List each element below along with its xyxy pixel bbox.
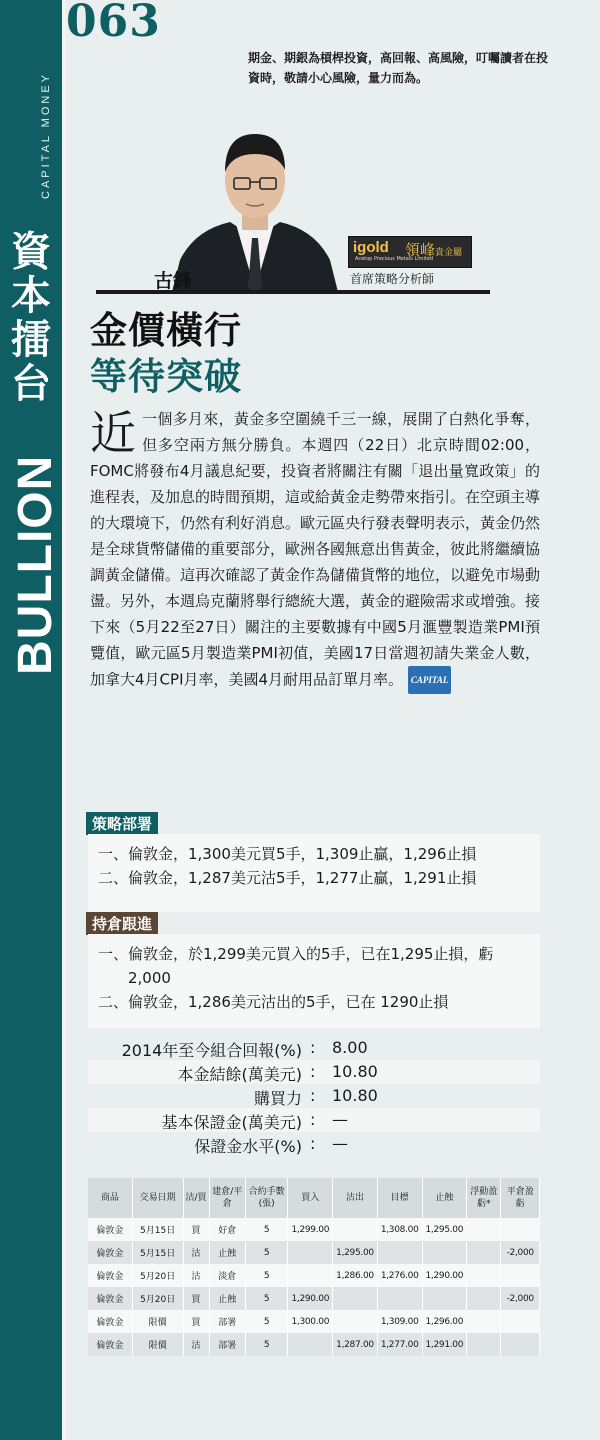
table-cell: 止蝕: [209, 1287, 245, 1310]
table-cell: 5月20日: [132, 1264, 183, 1287]
table-cell: 限價: [132, 1310, 183, 1333]
summary-value: 8.00: [332, 1038, 368, 1057]
table-header: 交易日期: [132, 1178, 183, 1218]
table-row: [88, 1264, 540, 1287]
position-line-continued: 2,000: [128, 969, 171, 987]
table-cell: 止蝕: [209, 1241, 245, 1264]
table-header: 沽出: [333, 1178, 378, 1218]
table-cell: 1,309.00: [377, 1310, 422, 1333]
table-row: [88, 1333, 540, 1356]
table-row: [88, 1287, 540, 1310]
article-text: 一個多月來，黃金多空圍繞千三一線，展開了白熱化爭奪，但多空兩方無分勝負。本週四（22日）北京時間02:00，FOMC將發布4月議息紀要，投資者將關注有關「退出量寬政策」的進程表，及加息的時間預期，這或給黃金走勢帶來指引。在空頭主導的大環境下，仍然有利好消息。歐元區央行發表聲明表示，黃金仍然是全球貨幣儲備的重要部分，歐洲各國無意出售黃金，彼此將繼續協調黃金儲備。這再次確認了黃金作為儲備貨幣的地位，以避免市場動盪。另外，本週烏克蘭將舉行總統大選，黃金的避險需求或增強。接下來（5月22至27日）關注的主要數據有中國5月滙豐製造業PMI預覽值，歐元區5月製造業PMI初值，美國17日當週初請失業金人數，加拿大4月CPI月率，美國4月耐用品訂單月率。: [90, 410, 541, 689]
drop-cap: 近: [90, 406, 136, 460]
summary-row: [88, 1084, 540, 1108]
page-number: 063: [66, 0, 161, 47]
headline-line2: 等待突破: [90, 355, 242, 398]
table-cell: 部署: [209, 1333, 245, 1356]
left-spine: [0, 0, 62, 1440]
table-cell: 倫敦金: [88, 1264, 132, 1287]
author-title: 首席策略分析師: [350, 272, 435, 286]
summary-colon: :: [310, 1038, 316, 1057]
summary-value: —: [332, 1110, 348, 1129]
table-cell: [467, 1287, 501, 1310]
column-title-english: BULLION: [9, 454, 62, 676]
table-cell: [467, 1333, 501, 1356]
table-cell: 倫敦金: [88, 1287, 132, 1310]
table-cell: 5: [245, 1333, 288, 1356]
company-logo: [348, 236, 472, 268]
table-header: 沽/買: [183, 1178, 209, 1218]
summary-row: [88, 1060, 540, 1084]
author-portrait: [170, 120, 340, 292]
article-body: [90, 406, 540, 694]
table-cell: 5: [245, 1241, 288, 1264]
table-cell: [501, 1333, 540, 1356]
table-header: 平倉盈虧: [501, 1178, 540, 1218]
column-title-char: 台: [11, 361, 51, 407]
table-cell: 1,295.00: [422, 1218, 467, 1241]
positions-box: [88, 934, 540, 1028]
table-cell: [333, 1310, 378, 1333]
summary-label: 本金結餘(萬美元): [177, 1065, 302, 1084]
table-cell: 買: [183, 1287, 209, 1310]
summary-value: —: [332, 1134, 348, 1153]
table-header: 商品: [88, 1178, 132, 1218]
table-cell: 5: [245, 1287, 288, 1310]
headline-line1: 金價橫行: [90, 309, 242, 352]
table-cell: 淡倉: [209, 1264, 245, 1287]
table-cell: 1,287.00: [333, 1333, 378, 1356]
table-cell: 沽: [183, 1333, 209, 1356]
table-cell: 限價: [132, 1333, 183, 1356]
table-cell: 1,286.00: [333, 1264, 378, 1287]
table-header: 買入: [288, 1178, 333, 1218]
magazine-english-name: CAPITAL MONEY: [40, 71, 52, 199]
table-header: 止蝕: [422, 1178, 467, 1218]
table-cell: [467, 1218, 501, 1241]
table-cell: [288, 1333, 333, 1356]
trade-table: [88, 1178, 540, 1356]
strategy-line: 一、倫敦金，1,300美元買5手，1,309止贏，1,296止損: [98, 845, 477, 863]
summary-colon: :: [310, 1086, 316, 1105]
summary-label: 購買力: [253, 1089, 302, 1108]
author-name: 古鋒: [154, 270, 193, 292]
table-row: [88, 1218, 540, 1241]
table-cell: 倫敦金: [88, 1218, 132, 1241]
position-line: 二、倫敦金，1,286美元沽出的5手，已在 1290止損: [98, 993, 449, 1011]
logo-small-text: Acetop Precious Metals Limited: [355, 256, 434, 262]
table-cell: [467, 1264, 501, 1287]
summary-value: 10.80: [332, 1062, 378, 1081]
table-cell: 買: [183, 1218, 209, 1241]
column-title: [6, 230, 56, 406]
table-cell: [377, 1287, 422, 1310]
summary-label: 2014年至今組合回報(%): [121, 1041, 302, 1060]
table-cell: [288, 1264, 333, 1287]
summary-row: [88, 1036, 540, 1060]
table-cell: 5月15日: [132, 1218, 183, 1241]
summary-row: [88, 1108, 540, 1132]
positions-title: 持倉跟進: [86, 912, 158, 935]
table-cell: 倫敦金: [88, 1310, 132, 1333]
table-cell: 部署: [209, 1310, 245, 1333]
table-header-row: [88, 1178, 540, 1218]
table-header: 浮動盈虧*: [467, 1178, 501, 1218]
table-cell: [333, 1218, 378, 1241]
table-cell: 5月15日: [132, 1241, 183, 1264]
table-cell: [377, 1241, 422, 1264]
table-header: 目標: [377, 1178, 422, 1218]
table-cell: 1,290.00: [288, 1287, 333, 1310]
summary-label: 基本保證金(萬美元): [161, 1113, 302, 1132]
strategy-line: 二、倫敦金，1,287美元沽5手，1,277止贏，1,291止損: [98, 869, 477, 887]
table-body: [88, 1218, 540, 1356]
table-cell: 5: [245, 1264, 288, 1287]
strategy-box: [88, 834, 540, 912]
table-cell: 1,295.00: [333, 1241, 378, 1264]
table-cell: 1,277.00: [377, 1333, 422, 1356]
table-cell: [501, 1264, 540, 1287]
table-cell: [467, 1310, 501, 1333]
strategy-title: 策略部署: [86, 812, 158, 835]
portfolio-summary: [88, 1036, 540, 1156]
table-cell: [422, 1287, 467, 1310]
table-cell: [501, 1310, 540, 1333]
table-cell: 5月20日: [132, 1287, 183, 1310]
table-header: 合約手數(張): [245, 1178, 288, 1218]
table-cell: 1,276.00: [377, 1264, 422, 1287]
summary-colon: :: [310, 1134, 316, 1153]
table-cell: 1,290.00: [422, 1264, 467, 1287]
spine-divider: [62, 0, 66, 1440]
position-line: 一、倫敦金，於1,299美元買入的5手，已在1,295止損，虧: [98, 945, 494, 963]
table-cell: 1,308.00: [377, 1218, 422, 1241]
table-cell: 5: [245, 1310, 288, 1333]
table-row: [88, 1310, 540, 1333]
table-cell: 好倉: [209, 1218, 245, 1241]
column-title-char: 擂: [11, 317, 51, 363]
table-cell: 倫敦金: [88, 1333, 132, 1356]
table-cell: 買: [183, 1310, 209, 1333]
table-cell: 1,299.00: [288, 1218, 333, 1241]
table-header: 建倉/平倉: [209, 1178, 245, 1218]
table-cell: 沽: [183, 1241, 209, 1264]
logo-english: igold: [353, 239, 389, 256]
table-cell: [422, 1241, 467, 1264]
table-cell: [288, 1241, 333, 1264]
risk-warning: 期金、期銀為槓桿投資，高回報、高風險，叮囑讀者在投資時，敬請小心風險，量力而為。: [248, 51, 549, 85]
table-cell: 1,296.00: [422, 1310, 467, 1333]
table-cell: -2,000: [501, 1287, 540, 1310]
table-cell: [467, 1241, 501, 1264]
table-cell: 沽: [183, 1264, 209, 1287]
summary-colon: :: [310, 1062, 316, 1081]
table-cell: -2,000: [501, 1241, 540, 1264]
table-cell: 5: [245, 1218, 288, 1241]
table-cell: 1,291.00: [422, 1333, 467, 1356]
summary-label: 保證金水平(%): [194, 1137, 302, 1156]
column-title-char: 資: [11, 229, 51, 275]
column-title-char: 本: [11, 273, 51, 319]
summary-value: 10.80: [332, 1086, 378, 1105]
summary-colon: :: [310, 1110, 316, 1129]
summary-row: [88, 1132, 540, 1156]
table-row: [88, 1241, 540, 1264]
table-cell: [501, 1218, 540, 1241]
table-cell: 倫敦金: [88, 1241, 132, 1264]
end-logo-icon: CAPITAL: [408, 666, 452, 694]
table-cell: 1,300.00: [288, 1310, 333, 1333]
logo-chinese: 領峰貴金屬: [405, 241, 463, 259]
table-cell: [333, 1287, 378, 1310]
